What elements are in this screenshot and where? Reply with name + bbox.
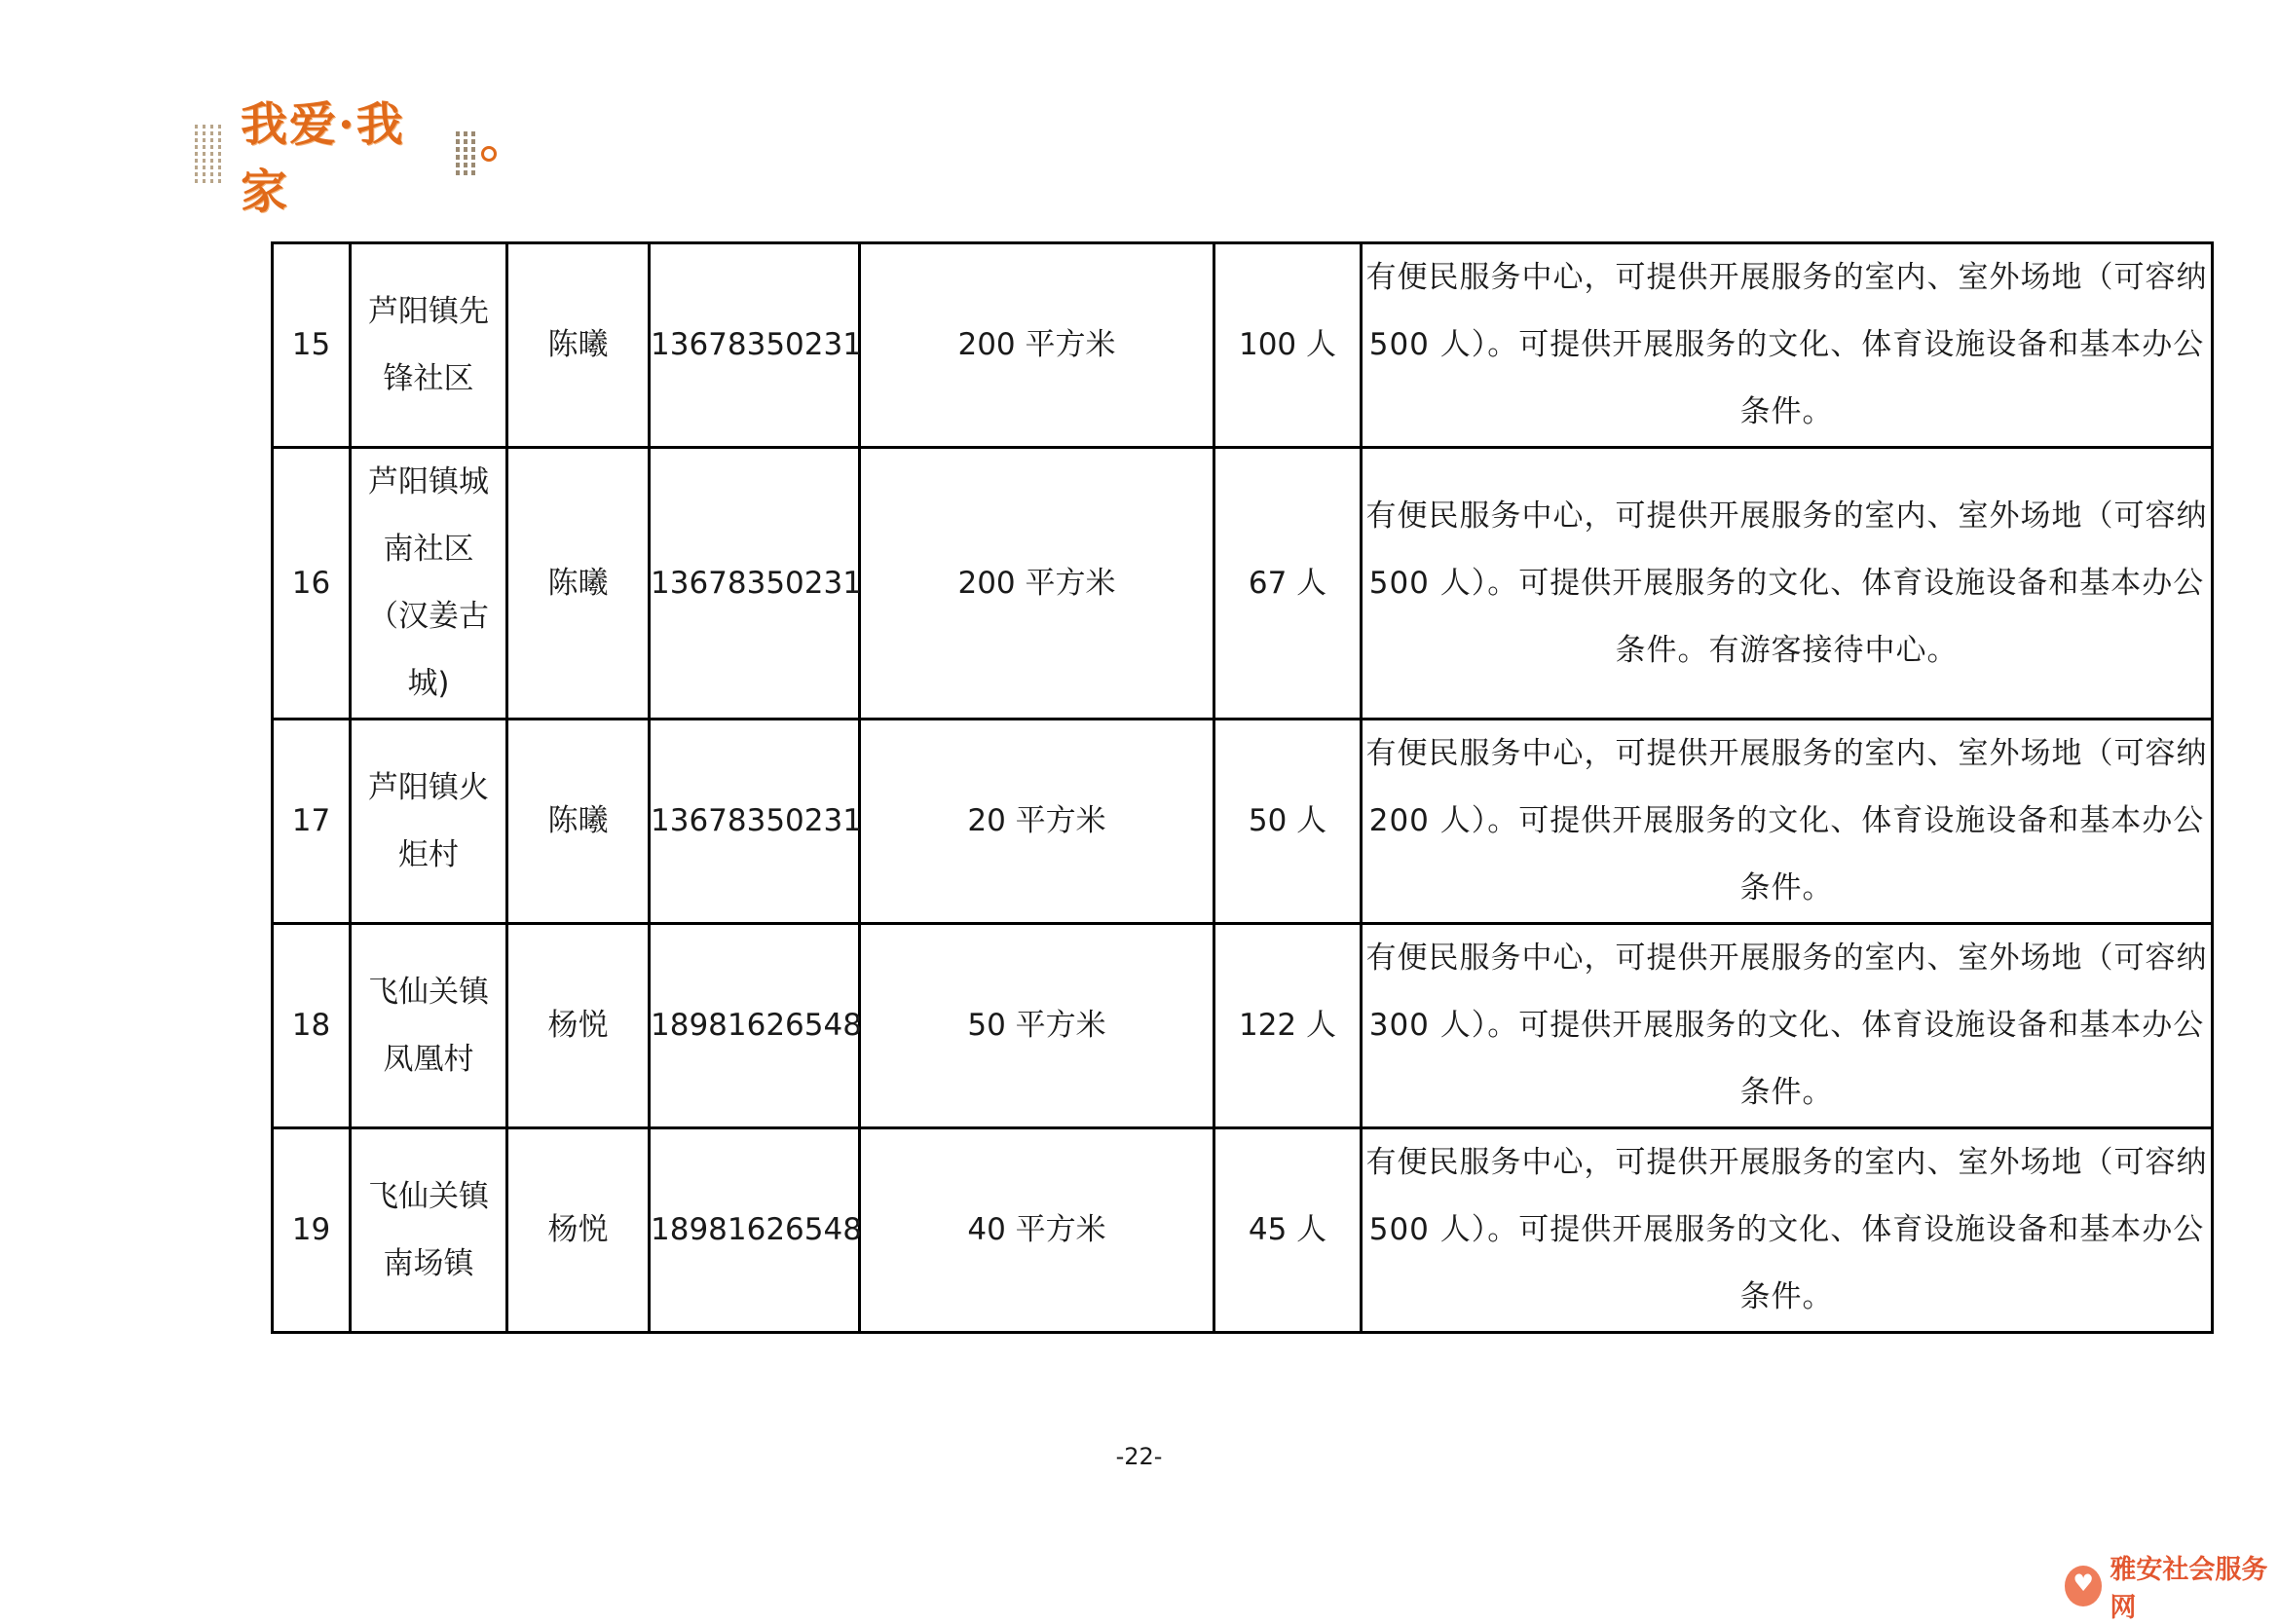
watermark (2065, 1548, 2278, 1624)
row-location: 芦阳镇火炬村 (351, 720, 507, 924)
table-row (273, 243, 2213, 448)
row-people: 67 人 (1214, 448, 1362, 720)
header-logo (195, 97, 497, 219)
table-row (273, 924, 2213, 1128)
row-location: 飞仙关镇凤凰村 (351, 924, 507, 1128)
logo-text: 我爱·我家 (241, 97, 405, 219)
row-phone: 13678350231 (650, 448, 860, 720)
row-phone: 18981626548 (650, 924, 860, 1128)
logo-decoration-left (195, 120, 221, 188)
row-people: 100 人 (1214, 243, 1362, 448)
row-description: 有便民服务中心，可提供开展服务的室内、室外场地（可容纳 500 人）。可提供开展服务的文化、体育设施设备和基本办公条件。 (1362, 1128, 2213, 1333)
watermark-text: 雅安社会服务网 (2110, 1555, 2268, 1623)
table-row (273, 720, 2213, 924)
row-phone: 13678350231 (650, 243, 860, 448)
row-area: 200 平方米 (860, 448, 1214, 720)
row-area: 20 平方米 (860, 720, 1214, 924)
row-contact: 杨悦 (507, 924, 650, 1128)
row-contact: 陈曦 (507, 243, 650, 448)
row-location: 芦阳镇城南社区（汉姜古城) (351, 448, 507, 720)
table-row (273, 1128, 2213, 1333)
row-phone: 18981626548 (650, 1128, 860, 1333)
row-people: 45 人 (1214, 1128, 1362, 1333)
table-row (273, 448, 2213, 720)
row-people: 122 人 (1214, 924, 1362, 1128)
page-number: -22- (1115, 1443, 1163, 1470)
heart-logo-icon (2065, 1566, 2102, 1606)
row-contact: 陈曦 (507, 720, 650, 924)
row-area: 40 平方米 (860, 1128, 1214, 1333)
row-number: 17 (273, 720, 351, 924)
row-area: 50 平方米 (860, 924, 1214, 1128)
row-description: 有便民服务中心，可提供开展服务的室内、室外场地（可容纳 300 人）。可提供开展服务的文化、体育设施设备和基本办公条件。 (1362, 924, 2213, 1128)
row-contact: 杨悦 (507, 1128, 650, 1333)
row-people: 50 人 (1214, 720, 1362, 924)
row-description: 有便民服务中心，可提供开展服务的室内、室外场地（可容纳 500 人）。可提供开展服务的文化、体育设施设备和基本办公条件。有游客接待中心。 (1362, 448, 2213, 720)
row-description: 有便民服务中心，可提供开展服务的室内、室外场地（可容纳 500 人）。可提供开展服务的文化、体育设施设备和基本办公条件。 (1362, 243, 2213, 448)
venue-table (271, 241, 2214, 1334)
row-description: 有便民服务中心，可提供开展服务的室内、室外场地（可容纳 200 人）。可提供开展服务的文化、体育设施设备和基本办公条件。 (1362, 720, 2213, 924)
logo-decoration-right (456, 131, 475, 176)
row-location: 飞仙关镇南场镇 (351, 1128, 507, 1333)
row-contact: 陈曦 (507, 448, 650, 720)
row-number: 15 (273, 243, 351, 448)
row-phone: 13678350231 (650, 720, 860, 924)
row-number: 19 (273, 1128, 351, 1333)
row-number: 18 (273, 924, 351, 1128)
row-number: 16 (273, 448, 351, 720)
logo-seal-icon (481, 146, 497, 162)
row-location: 芦阳镇先锋社区 (351, 243, 507, 448)
row-area: 200 平方米 (860, 243, 1214, 448)
